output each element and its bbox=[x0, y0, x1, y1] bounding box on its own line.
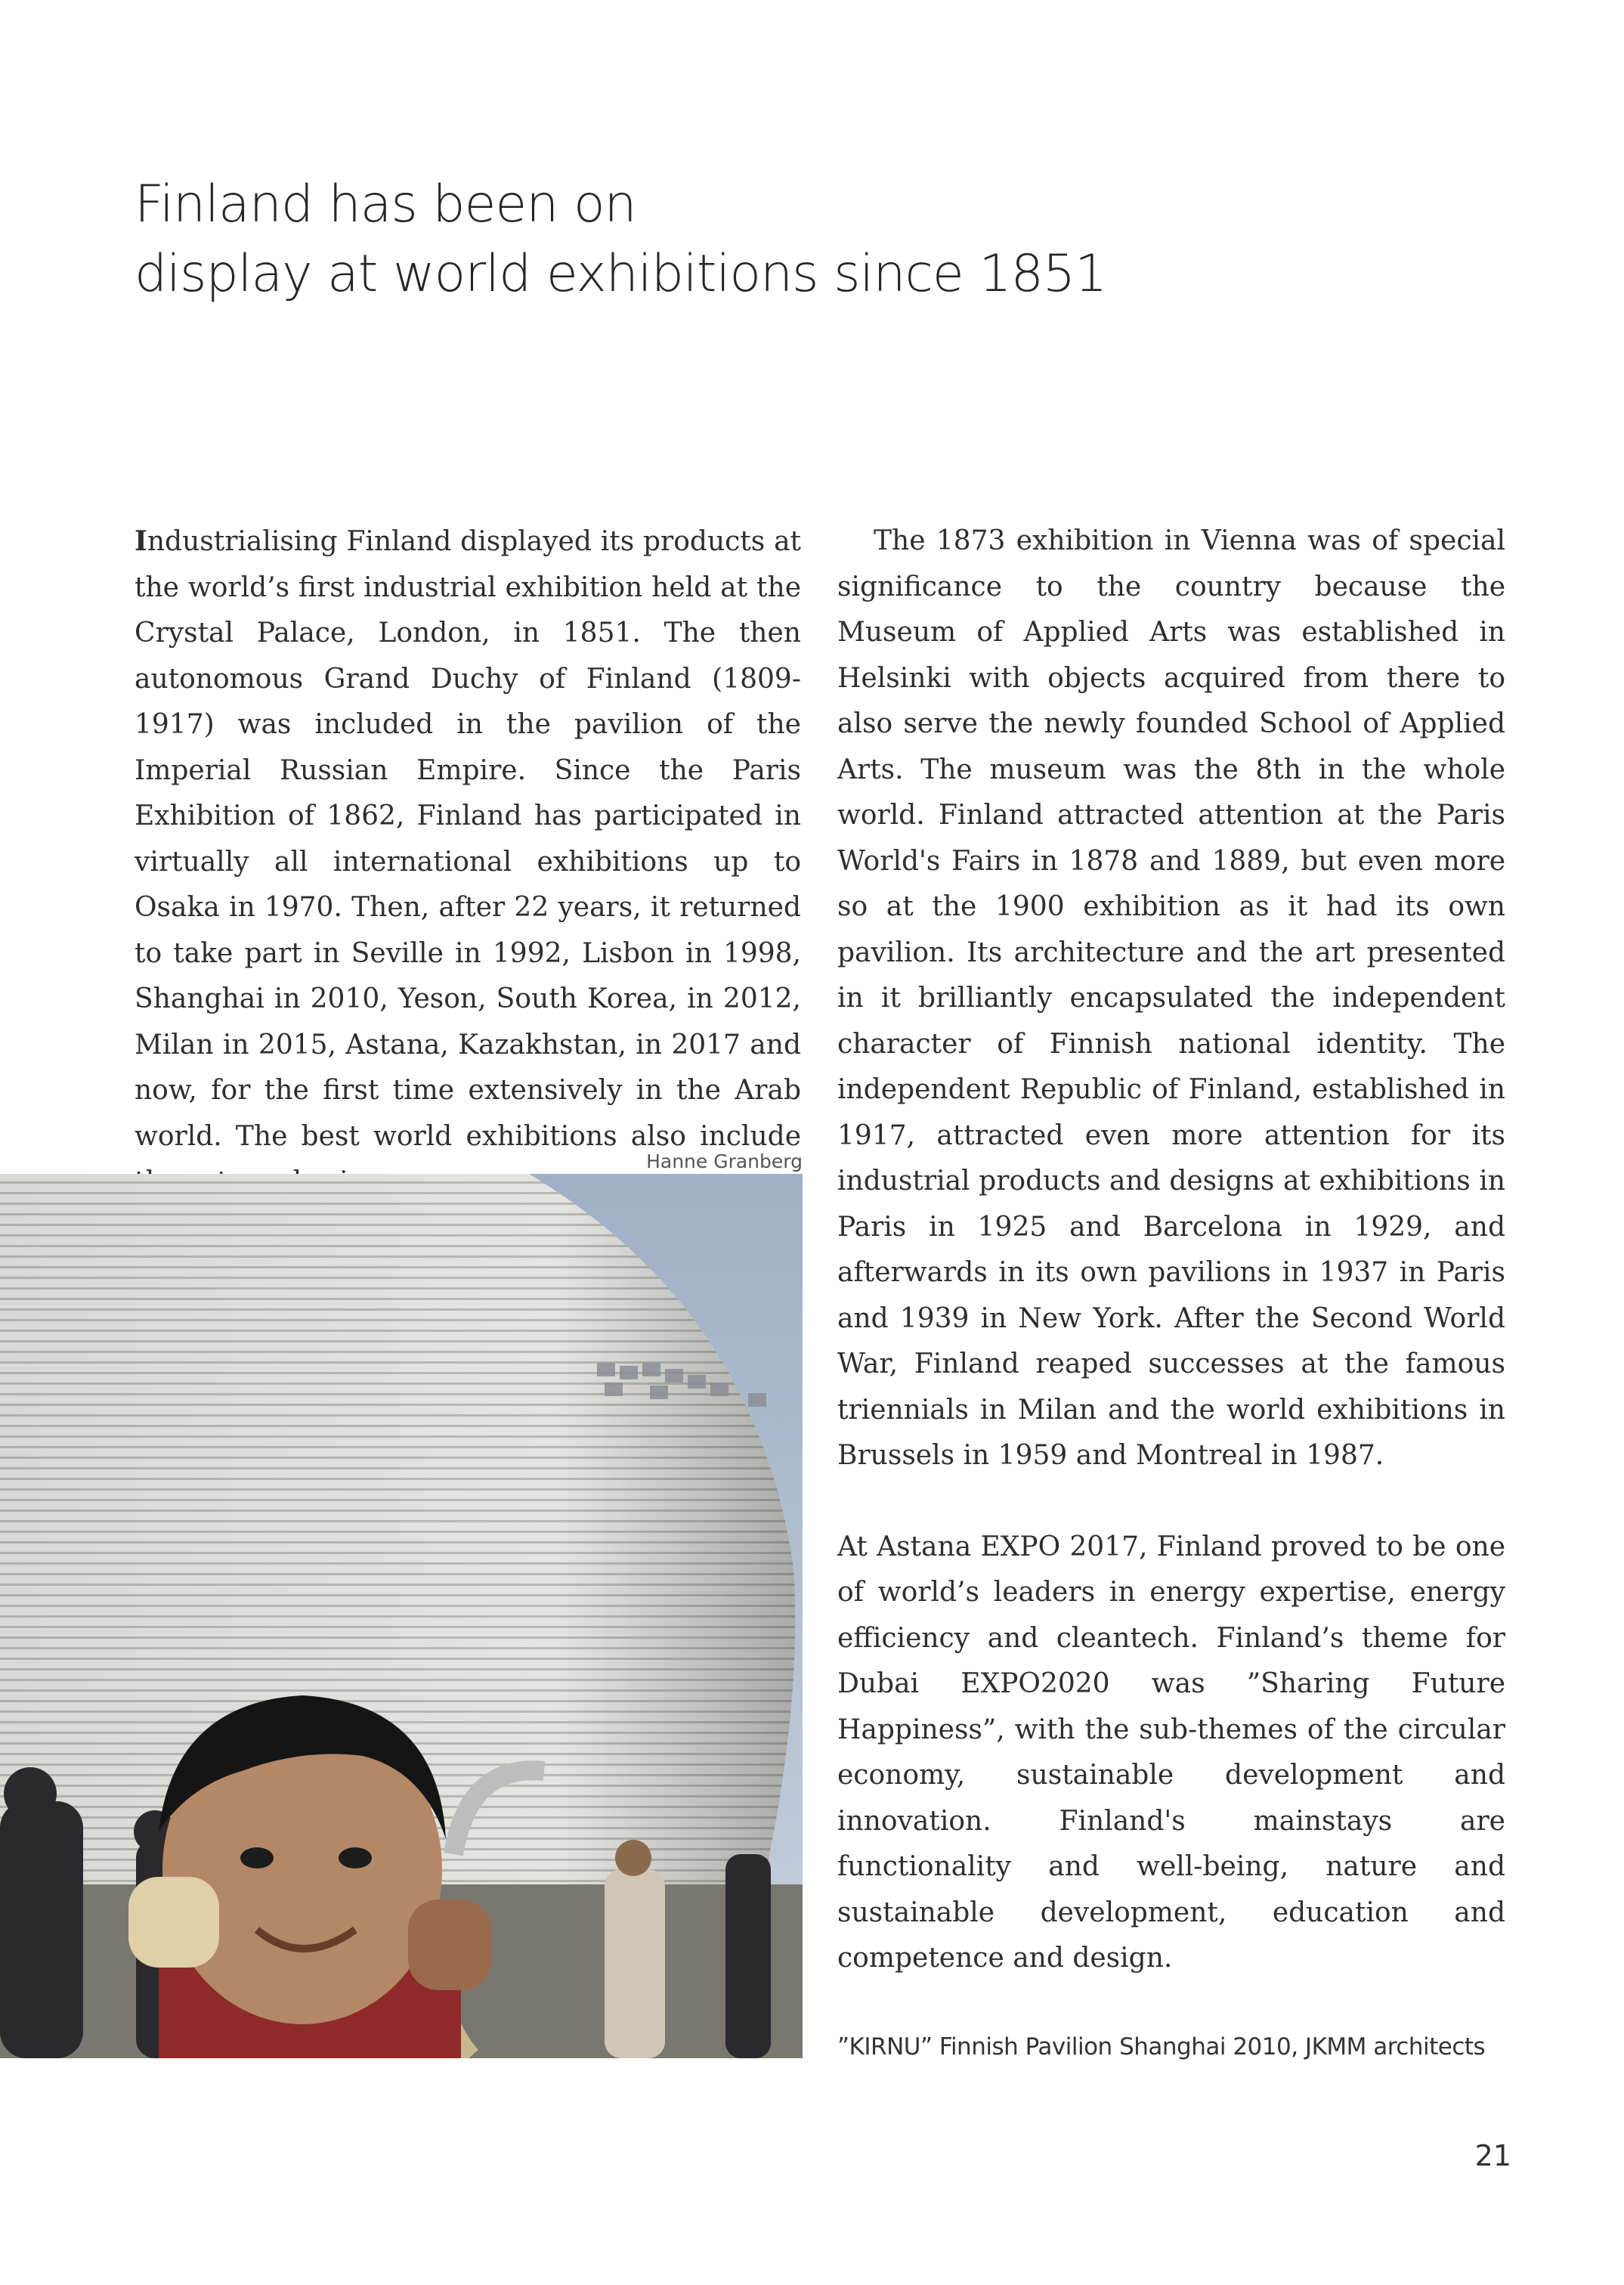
title-line-1: Finland has been on bbox=[135, 175, 636, 234]
pavilion-photo bbox=[0, 1174, 803, 2058]
left-paragraph bbox=[135, 519, 801, 1206]
left-paragraph-text: ndustrialising Finland displayed its products at the world’s first industrial exhibition held at the Crystal Palace, London, in 1851. The then autonomous Grand Duchy of Finland (1809-1917) was included in the pavilion of the Imperial Russian Empire. Since the Paris Exhibition of 1862, Finland has participated in virtually all international exhibitions up to Osaka in 1970. Then, after 22 years, it returned to take part in Seville in 1992, Lisbon in 1998, Shanghai in 2010, Yeson, South Korea, in 2012, Milan in 2015, Astana, Kazakhstan, in 2017 and now, for the first time extensively in the Arab world. The best world exhibitions also include bbox=[135, 526, 801, 1152]
dropcap: I bbox=[135, 525, 147, 557]
title-line-2: display at world exhibitions since 1851 bbox=[135, 244, 1107, 304]
right-paragraph-1: The 1873 exhibition in Vienna was of special significance to the country because the Museum of Applied Arts was established in Helsinki with objects acquired from there to also serve the newly founded School of Applied Arts. The museum was the 8th in the whole world. Finland attracted attention at the Paris World's Fairs in 1878 and 1889, but even more so at the 1900 exhibition as it had its own pavilion. Its architecture and the art presented in it brilliantly encapsulated the independent character of Finnish national identity. The independent Republic of Finland, established in 1917, attracted even more attention for its industrial products and designs at exhibitions in Paris in 1925 and Barcelona in 1929, and afterwards in its own pavilions in 1937 in Paris and 1939 in New York. After the Second World War, Finland reaped successes at the famous triennials in Milan and the world exhibitions in Brussels in 1959 and Montreal in 1987. bbox=[837, 525, 1505, 1471]
page-title bbox=[135, 170, 1419, 309]
left-column bbox=[135, 519, 801, 1206]
page-number: 21 bbox=[1474, 2139, 1511, 2172]
right-paragraph-2: At Astana EXPO 2017, Finland proved to be one of world’s leaders in energy expertise, energy efficiency and cleantech. Finland’s theme for Dubai EXPO2020 was ”Sharing Future Happiness”, with the sub-themes of the circular economy, sustainable development and innovation. Finland's mainstays are functionality and well-being, nature and sustainable development, education and competence and design. bbox=[837, 1531, 1505, 1974]
photo-caption: ”KIRNU” Finnish Pavilion Shanghai 2010, JKMM architects bbox=[837, 2033, 1486, 2061]
photo-credit: Hanne Granberg bbox=[646, 1150, 803, 1172]
right-column bbox=[837, 519, 1505, 1982]
